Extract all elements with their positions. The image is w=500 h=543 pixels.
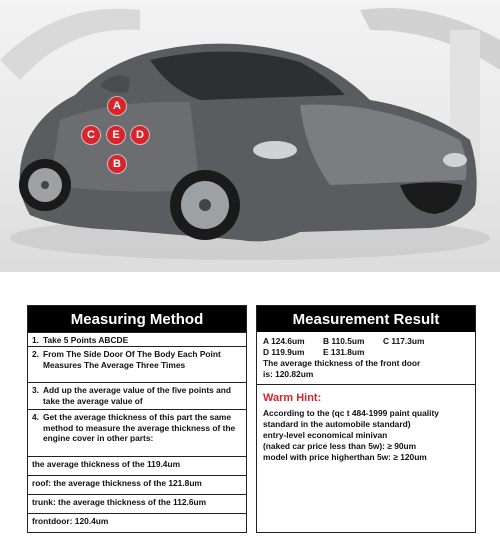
hint-line-1: According to the (qc t 484-1999 paint quality <box>263 408 439 418</box>
method-step-2: 2. From The Side Door Of The Body Each Point Measures The Average Three Times <box>28 346 246 382</box>
point-c-marker: C <box>82 126 100 144</box>
method-line-1: the average thickness of the 119.4um <box>28 456 246 475</box>
hint-line-4: (naked car price less than 5w): ≥ 90um <box>263 441 417 451</box>
result-divider <box>257 384 475 385</box>
warm-hint-title: Warm Hint: <box>263 392 322 404</box>
point-b-marker: B <box>108 155 126 173</box>
average-line-1: The average thickness of the front door <box>263 358 421 368</box>
method-step-1: 1. Take 5 Points ABCDE <box>28 332 246 346</box>
reading-a: A 124.6um <box>263 336 305 346</box>
method-step-3: 3. Add up the average value of the five points and take the average value of <box>28 382 246 409</box>
method-line-3: trunk: the average thickness of the 112.6um <box>28 494 246 513</box>
average-line-2: is: 120.82um <box>263 369 314 379</box>
point-a-marker: A <box>108 97 126 115</box>
measurement-result-table <box>256 305 476 533</box>
reading-e: E 131.8um <box>323 347 365 357</box>
hint-line-2: standard in the automobile standard) <box>263 419 411 429</box>
method-line-4: frontdoor: 120.4um <box>28 513 246 532</box>
reading-c: C 117.3um <box>383 336 425 346</box>
reading-d: D 119.9um <box>263 347 305 357</box>
hint-line-5: model with price higherthan 5w: ≥ 120um <box>263 452 427 462</box>
point-e-marker: E <box>107 126 125 144</box>
measuring-method-table <box>27 305 247 533</box>
point-d-marker: D <box>131 126 149 144</box>
result-body <box>257 332 475 467</box>
method-line-2: roof: the average thickness of the 121.8um <box>28 475 246 494</box>
measurement-result-title: Measurement Result <box>257 306 475 332</box>
method-step-4: 4. Get the average thickness of this part the same method to measure the average thickness of the engine cover in other parts: <box>28 409 246 456</box>
hint-line-3: entry-level economical minivan <box>263 430 388 440</box>
readings-grid <box>263 336 469 358</box>
reading-b: B 110.5um <box>323 336 365 346</box>
measuring-method-title: Measuring Method <box>28 306 246 332</box>
